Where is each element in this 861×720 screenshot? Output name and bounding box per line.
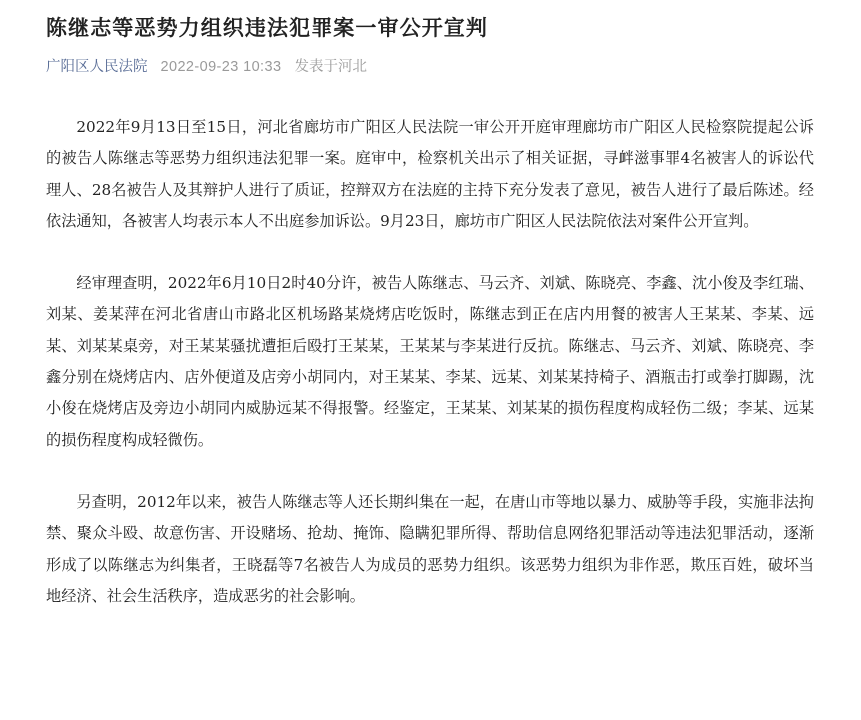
paragraph: 经审理查明，2022年6月10日2时40分许，被告人陈继志、马云齐、刘斌、陈晓亮、李鑫、沈小俊及李红瑞、刘某、姜某萍在河北省唐山市路北区机场路某烧烤店吃饭时，陈继志到正在店内用餐的被害人王某某、李某、远某、刘某某桌旁，对王某某骚扰遭拒后殴打王某某，王某某与李某进行反抗。陈继志、马云齐、刘斌、陈晓亮、李鑫分别在烧烤店内、店外便道及店旁小胡同内，对王某某、李某、远某、刘某某持椅子、酒瓶击打或拳打脚踢，沈小俊在烧烤店及旁边小胡同内威胁远某不得报警。经鉴定，王某某、刘某某的损伤程度构成轻伤二级；李某、远某的损伤程度构成轻微伤。	[46, 274, 814, 449]
paragraph: 另查明，2012年以来，被告人陈继志等人还长期纠集在一起，在唐山市等地以暴力、威胁等手段，实施非法拘禁、聚众斗殴、故意伤害、开设赌场、抢劫、掩饰、隐瞒犯罪所得、帮助信息网络犯罪活动等违法犯罪活动，逐渐形成了以陈继志为纠集者，王晓磊等7名被告人为成员的恶势力组织。该恶势力组织为非作恶，欺压百姓，破坏当地经济、社会生活秩序，造成恶劣的社会影响。	[46, 492, 814, 605]
publish-location: 发表于河北	[294, 59, 367, 75]
source-link[interactable]: 广阳区人民法院	[46, 59, 148, 75]
paragraph: 2022年9月13日至15日，河北省廊坊市广阳区人民法院一审公开开庭审理廊坊市广阳区人民检察院提起公诉的被告人陈继志等恶势力组织违法犯罪一案。庭审中，检察机关出示了相关证据，寻衅滋事罪4名被害人的诉讼代理人、28名被告人及其辩护人进行了质证，控辩双方在法庭的主持下充分发表了意见，被告人进行了最后陈述。经依法通知，各被害人均表示本人不出庭参加诉讼。9月23日，廊坊市广阳区人民法院依法对案件公开宣判。	[46, 118, 814, 230]
article-body	[46, 112, 814, 643]
article	[46, 0, 814, 605]
article-meta	[46, 55, 814, 79]
publish-time: 2022-09-23 10:33	[160, 59, 282, 75]
article-title: 陈继志等恶势力组织违法犯罪案一审公开宣判	[46, 16, 488, 40]
